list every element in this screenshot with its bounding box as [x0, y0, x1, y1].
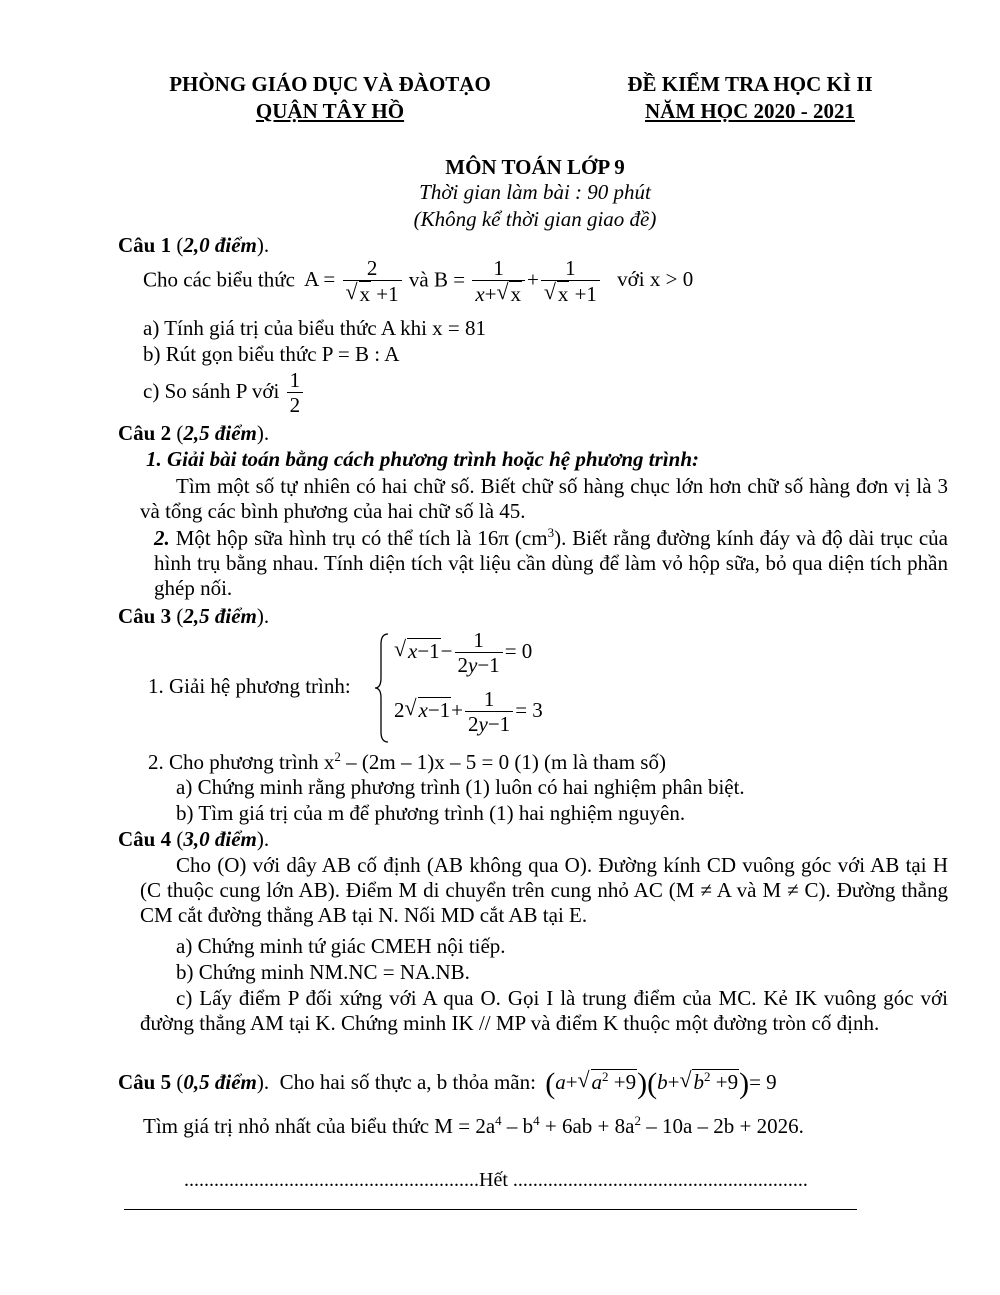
system-brace	[374, 632, 390, 744]
q2-part1-text: Tìm một số tự nhiên có hai chữ số. Biết chữ số hàng chục lớn hơn chữ số hàng đơn vị là 3 và tổng các bình phương của hai chữ số là 45.	[140, 474, 948, 524]
end-marker: ...........................................................Hết ...........................................................	[184, 1169, 808, 1191]
q1-expressions: Cho các biểu thức A = 2 √ x +1 và B = $\frac{1}{x+√ x}$ + 1 √ x +1 với x > 0	[143, 256, 693, 307]
fraction-A: 2 √ x +1	[343, 256, 402, 307]
q3-part2-a: a) Chứng minh rằng phương trình (1) luôn có hai nghiệm phân biệt.	[176, 775, 745, 799]
q3-heading: Câu 3 (2,5 điểm).	[118, 604, 270, 628]
q4-heading: Câu 4 (3,0 điểm).	[118, 827, 270, 851]
system-eq1: √ x−1− $\frac{1}{2y-1}$ = 0	[394, 628, 532, 678]
q1-part-a: a) Tính giá trị của biểu thức A khi x = 81	[143, 316, 487, 340]
exam-subject: MÔN TOÁN LỚP 9	[445, 155, 625, 179]
q1-part-b: b) Rút gọn biểu thức P = B : A	[143, 342, 400, 366]
q3-part2-b: b) Tìm giá trị của m để phương trình (1) hai nghiệm nguyên.	[176, 801, 686, 825]
q2-heading: Câu 2 (2,5 điểm).	[118, 421, 270, 445]
fraction-B2: 1 √ x +1	[541, 256, 600, 307]
q1-part-c: c) So sánh P với $\frac{1}{2}$	[143, 368, 305, 418]
q2-part1-title: 1. Giải bài toán bằng cách phương trình hoặc hệ phương trình:	[146, 447, 699, 471]
fraction-one-half: $\frac{1}{2}$	[287, 368, 304, 418]
header-left-line2: QUẬN TÂY HỒ	[255, 99, 405, 123]
q4-part-a: a) Chứng minh tứ giác CMEH nội tiếp.	[176, 934, 506, 958]
q1-heading: Câu 1 (2,0 điểm).	[118, 233, 270, 257]
q4-part-b: b) Chứng minh NM.NC = NA.NB.	[176, 960, 470, 984]
footer-divider	[124, 1209, 857, 1210]
q4-part-c: c) Lấy điểm P đối xứng với A qua O. Gọi I là trung điểm của MC. Kẻ IK vuông góc với đường thẳng AM tại K. Chứng minh IK // MP và điểm K thuộc một đường tròn cố định.	[140, 986, 948, 1036]
header-left-line1: PHÒNG GIÁO DỤC VÀ ĐÀOTẠO	[169, 72, 491, 96]
q3-part1: 1. Giải hệ phương trình:	[148, 674, 351, 698]
header-right-line1: ĐỀ KIỂM TRA HỌC KÌ II	[627, 72, 873, 96]
q5-line2: Tìm giá trị nhỏ nhất của biểu thức $M = 2a^4 - b^4 + 6ab + 8a^2 - 10a - 2b + 2026$.	[143, 1113, 804, 1138]
exam-note: (Không kể thời gian giao đề)	[413, 207, 657, 231]
header-right-line2: NĂM HỌC 2020 - 2021	[645, 99, 855, 123]
q5-condition: (a+√ $a^2 +9)(b+√$ $b^2 +9)= 9$	[545, 1070, 776, 1094]
system-eq2: 2√ x−1+ $\frac{1}{2y-1}$ = 3	[394, 687, 543, 737]
q5-line1: Câu 5 (0,5 điểm). Cho hai số thực a, b thỏa mãn: (a+√ $a^2 +9)(b+√$ $b^2 +9)= 9$	[118, 1066, 777, 1102]
q2-part2-text: 2. Một hộp sữa hình trụ có thể tích là 16π $(cm^3)$. Biết rằng đường kính đáy và độ dài trục của hình trụ bằng nhau. Tính diện tích vật liệu cần dùng để làm vỏ hộp sữa, bỏ qua diện tích phần ghép nối.	[154, 525, 948, 601]
q4-intro: Cho (O) với dây AB cố định (AB không qua O). Đường kính CD vuông góc với AB tại H (C thuộc cung lớn AB). Điểm M di chuyển trên cung nhỏ AC (M ≠ A và M ≠ C). Đường thẳng CM cắt đường thẳng AB tại N. Nối MD cắt AB tại E.	[140, 853, 948, 928]
q3-part2: 2. Cho phương trình $x^2 - (2m - 1)x - 5 = 0$ (1) (m là tham số)	[148, 749, 666, 774]
exam-time: Thời gian làm bài : 90 phút	[419, 180, 651, 204]
fraction-B1: $\frac{1}{x+√ x}$	[472, 256, 525, 307]
